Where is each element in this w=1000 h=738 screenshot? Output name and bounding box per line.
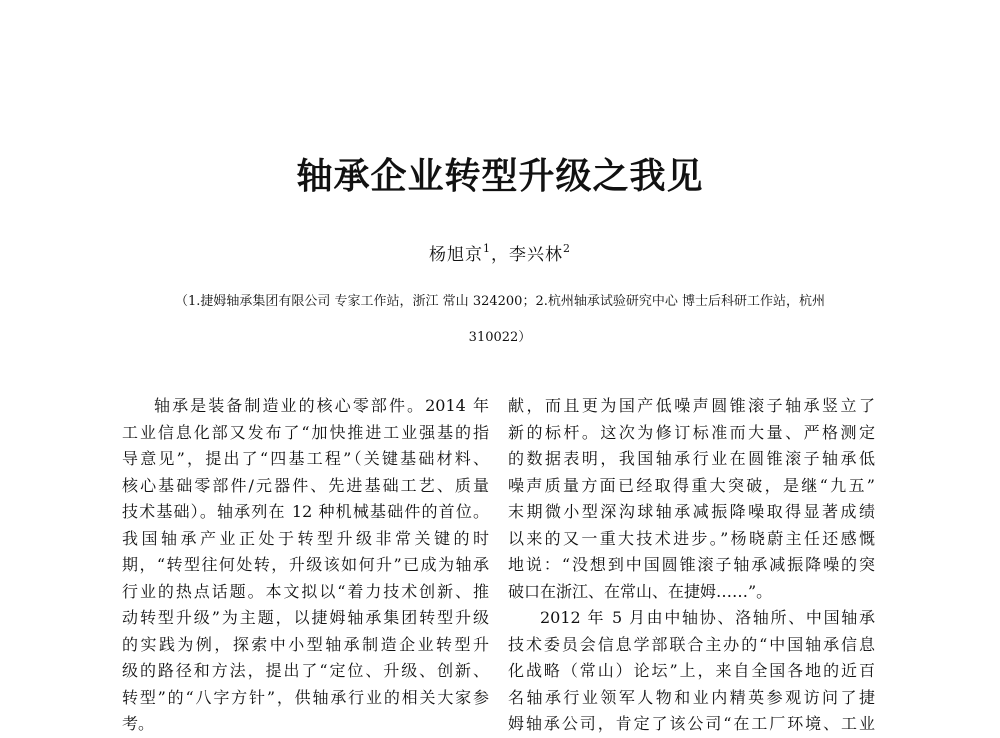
author-separator: ， <box>491 245 509 265</box>
right-column <box>508 393 875 738</box>
paper-title: 轴承企业转型升级之我见 <box>296 155 704 197</box>
left-column-line: 我国轴承产业正处于转型升级非常关键的时 <box>122 528 489 548</box>
left-column-line: 转型”的“八字方针”，供轴承行业的相关大家参 <box>122 687 489 707</box>
right-column-line: 地说：“没想到中国圆锥滚子轴承减振降噪的突 <box>508 555 875 574</box>
author-2-name: 李兴林 <box>509 245 563 265</box>
right-column-line: 献，而且更为国产低噪声圆锥滚子轴承竖立了 <box>508 396 875 415</box>
right-column-line: 末期微小型深沟球轴承减振降噪取得显著成绩 <box>508 502 875 521</box>
right-column-line: 名轴承行业领军人物和业内精英参观访问了捷 <box>508 687 875 707</box>
affiliation-line-2: 310022） <box>468 330 532 345</box>
left-column-line: 核心基础零部件/元器件、先进基础工艺、质量 <box>122 475 489 495</box>
right-column-line: 技术委员会信息学部联合主办的“中国轴承信息 <box>508 634 875 654</box>
left-column <box>122 393 489 738</box>
author-1-affiliation-mark: 1 <box>483 242 491 255</box>
right-column-line: 的数据表明，我国轴承行业在圆锥滚子轴承低 <box>508 449 875 468</box>
right-column-line: 以来的又一重大技术进步。”杨晓蔚主任还感慨 <box>508 528 875 548</box>
author-2-affiliation-mark: 2 <box>563 242 571 255</box>
left-column-line: 导意见”，提出了“四基工程”（关键基础材料、 <box>122 449 489 468</box>
affiliation-block <box>120 284 880 356</box>
left-column-line: 级的路径和方法，提出了“定位、升级、创新、 <box>122 661 489 680</box>
left-column-line: 的实践为例，探索中小型轴承制造企业转型升 <box>122 634 489 654</box>
affiliation-line-1: （1.捷姆轴承集团有限公司 专家工作站，浙江 常山 324200；2.杭州轴承试验研究中心 博士后科研工作站，杭州 <box>175 294 825 309</box>
right-column-line: 破口在浙江、在常山、在捷姆……”。 <box>508 581 773 601</box>
left-column-line: 考。 <box>122 714 155 733</box>
author-1-name: 杨旭京 <box>429 245 483 265</box>
left-column-line: 行业的热点话题。本文拟以“着力技术创新、推 <box>122 581 489 601</box>
right-column-line: 噪声质量方面已经取得重大突破，是继“九五” <box>508 475 875 495</box>
author-line <box>0 240 1000 265</box>
right-column-line: 化战略（常山）论坛”上，来自全国各地的近百 <box>508 661 875 680</box>
left-column-line: 期，“转型往何处转，升级该如何升”已成为轴承 <box>122 555 489 574</box>
left-column-line: 轴承是装备制造业的核心零部件。2014 年 <box>154 396 489 415</box>
left-column-line: 技术基础）。轴承列在 12 种机械基础件的首位。 <box>122 502 489 521</box>
right-column-line: 姆轴承公司，肯定了该公司“在工厂环境、工业 <box>508 714 875 733</box>
right-column-line: 2012 年 5 月由中轴协、洛轴所、中国轴承 <box>540 608 875 627</box>
left-column-line: 工业信息化部又发布了“加快推进工业强基的指 <box>122 422 489 442</box>
left-column-line: 动转型升级”为主题，以捷姆轴承集团转型升级 <box>122 608 489 627</box>
right-column-line: 新的标杆。这次为修订标准而大量、严格测定 <box>508 422 875 442</box>
